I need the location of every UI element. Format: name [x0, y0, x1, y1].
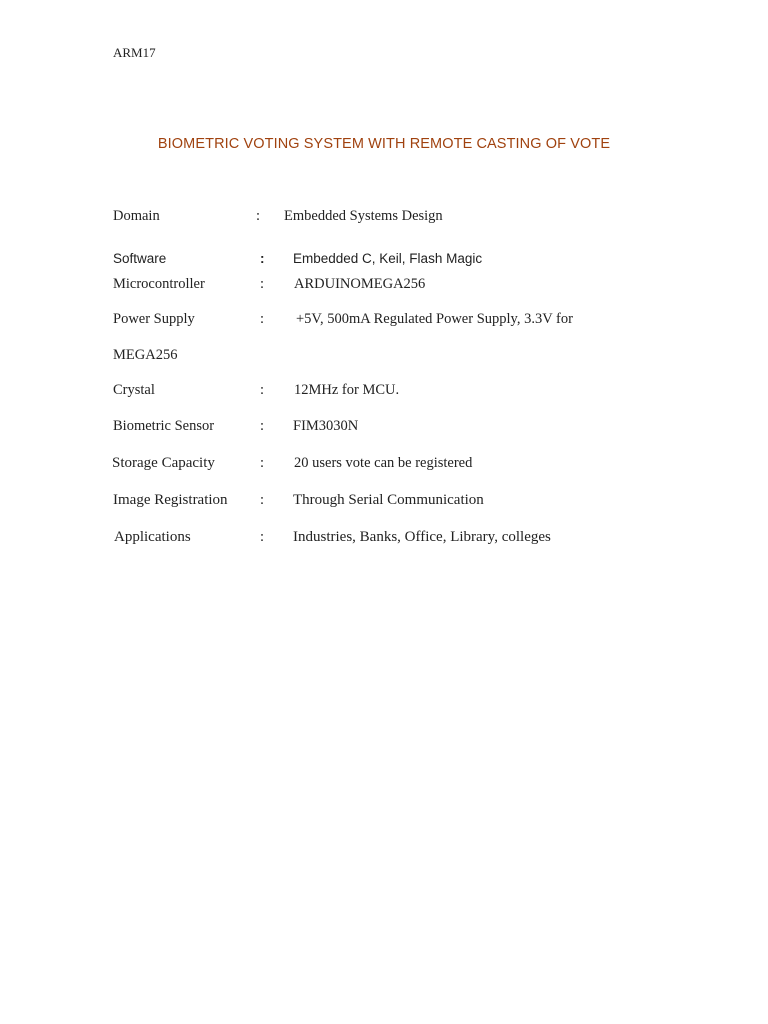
document-title: BIOMETRIC VOTING SYSTEM WITH REMOTE CASTING OF VOTE — [157, 136, 611, 152]
spec-label: Storage Capacity — [112, 455, 215, 471]
spec-value: FIM3030N — [293, 418, 359, 434]
spec-label: Applications — [114, 529, 191, 545]
spec-separator: : — [260, 251, 265, 266]
spec-label: Image Registration — [113, 492, 228, 508]
spec-label: Biometric Sensor — [113, 418, 215, 434]
document-code: ARM17 — [113, 45, 156, 60]
spec-separator: : — [260, 418, 265, 434]
spec-separator: : — [260, 382, 265, 398]
spec-value: +5V, 500mA Regulated Power Supply, 3.3V for — [296, 311, 573, 327]
spec-label: Crystal — [113, 382, 155, 398]
spec-separator: : — [260, 492, 265, 508]
spec-value: Through Serial Communication — [293, 492, 484, 508]
spec-separator: : — [256, 208, 261, 224]
spec-value: Embedded Systems Design — [284, 208, 443, 224]
spec-value: ARDUINOMEGA256 — [294, 276, 426, 292]
spec-value: 20 users vote can be registered — [294, 455, 473, 471]
spec-separator: : — [260, 311, 265, 327]
spec-label: Microcontroller — [113, 276, 205, 292]
spec-label: Power Supply — [113, 311, 195, 327]
spec-separator: : — [260, 529, 265, 545]
spec-label: Domain — [113, 208, 160, 224]
spec-value-continuation: MEGA256 — [113, 347, 178, 363]
spec-separator: : — [260, 455, 265, 471]
spec-value: Embedded C, Keil, Flash Magic — [293, 251, 483, 266]
spec-label: Software — [113, 251, 167, 266]
spec-value: Industries, Banks, Office, Library, colleges — [293, 529, 551, 545]
spec-separator: : — [260, 276, 265, 292]
spec-value: 12MHz for MCU. — [294, 382, 400, 398]
